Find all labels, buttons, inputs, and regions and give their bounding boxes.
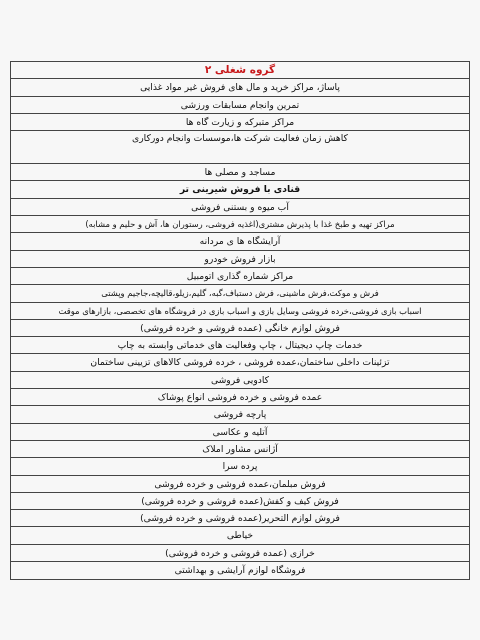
table-row: فروش لوازم التحریر(عمده فروشی و خرده فروشی)	[11, 510, 469, 527]
table-row: پرده سرا	[11, 458, 469, 475]
table-row: فروش مبلمان،عمده فروشی و خرده فروشی	[11, 476, 469, 493]
table-title: گروه شغلی ۲	[11, 62, 469, 79]
table-row: فرش و موکت،فرش ماشینی، فرش دستباف،گبه، گلیم،زیلو،قالیچه،جاجیم وپشتی	[11, 285, 469, 302]
table-row: پارچه فروشی	[11, 406, 469, 423]
table-row: مراکز شماره گذاری اتومبیل	[11, 268, 469, 285]
table-row: خرازی (عمده فروشی و خرده فروشی)	[11, 545, 469, 562]
table-row: خیاطی	[11, 527, 469, 544]
table-row: آب میوه و بستنی فروشی	[11, 199, 469, 216]
table-row: فروش کیف و کفش(عمده فروشی و خرده فروشی)	[11, 493, 469, 510]
table-row: کاهش زمان فعالیت شرکت ها،موسسات وانجام دورکاری	[11, 131, 469, 164]
table-row: تزئینات داخلی ساختمان،عمده فروشی ، خرده فروشی کالاهای تزیینی ساختمان	[11, 354, 469, 371]
table-row: آتلیه و عکاسی	[11, 424, 469, 441]
table-row: مراکز متبرکه و زیارت گاه ها	[11, 114, 469, 131]
table-row: تمرین وانجام مسابقات ورزشی	[11, 97, 469, 114]
table-row: عمده فروشی و خرده فروشی انواع پوشاک	[11, 389, 469, 406]
table-row: قنادی با فروش شیرینی تر	[11, 181, 469, 198]
table-row: اسباب بازی فروشی،خرده فروشی وسایل بازی و اسباب بازی در فروشگاه های تخصصی، بازارهای موقت	[11, 303, 469, 320]
table-row: خدمات چاپ دیجیتال ، چاپ وفعالیت های خدماتی وابسته به چاپ	[11, 337, 469, 354]
table-row: مساجد و مصلی ها	[11, 164, 469, 181]
table-row: پاساژ، مراکز خرید و مال های فروش غیر مواد غذایی	[11, 79, 469, 96]
job-group-table	[10, 61, 470, 580]
table-row: کادویی فروشی	[11, 372, 469, 389]
table-row: مراکز تهیه و طبخ غذا با پذیرش مشتری(اغذیه فروشی، رستوران ها، آش و حلیم و مشابه)	[11, 216, 469, 233]
table-row: فروشگاه لوازم آرایشی و بهداشتی	[174, 565, 306, 577]
table-row: آژانس مشاور املاک	[11, 441, 469, 458]
table-row: بازار فروش خودرو	[11, 251, 469, 268]
table-row: فروش لوازم خانگی (عمده فروشی و خرده فروشی)	[11, 320, 469, 337]
table-row: آرایشگاه ها ی مردانه	[11, 233, 469, 250]
